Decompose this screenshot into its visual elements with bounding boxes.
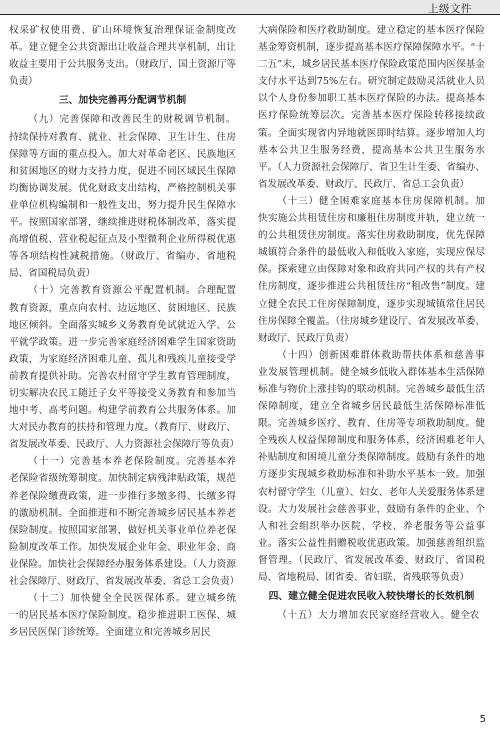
item-14 xyxy=(258,347,485,586)
item-10 xyxy=(9,282,240,453)
running-header: 上级文件 xyxy=(428,3,472,15)
item-12 xyxy=(9,590,236,641)
header-rule xyxy=(0,14,500,15)
item-12-heading: （十二）加快健全全民医保体系。 xyxy=(28,593,187,605)
left-column xyxy=(9,22,240,641)
page-number: 5 xyxy=(479,714,486,725)
item-15 xyxy=(258,607,485,624)
item-12-body: 建立城乡统一的居民基本医疗保险制度。稳步推进职工医保、城乡居民医保门诊统筹。全面建立和完善城乡居民 xyxy=(9,593,237,639)
item-9-heading: （九）完善保障和改善民生的财税调节机制。 xyxy=(28,114,236,126)
paragraph-continued: 权采矿权使用费、矿山环境恢复治理保证金制度改革。建立健全公共资源出让收益合理共享机制，出让收益主要用于公共服务支出。（财政厅、国土资源厅等负责） xyxy=(9,25,236,88)
item-11 xyxy=(9,453,240,590)
item-13-body: 加快实施公共租赁住房和廉租住房制度并轨，建立统一的公共租赁住房制度。落实住房救助制度，优先保障城镇符合条件的最低收入和低收入家庭，实现应保尽保。探索建立由保障对象和政府共同产权的共有产权住房制度，逐步推进公共租赁住房“租改售”制度。建立健全农民工住房保障制度，逐步实现城镇常住居民住房保障全覆盖。（住房城乡建设厅、省发展改革委、财政厅、民政厅负责） xyxy=(258,195,485,344)
right-column xyxy=(258,22,485,624)
item-14-body: 健全城乡低收入群体基本生活保障标准与物价上涨挂钩的联动机制。完善城乡最低生活保障制度，建立全省城乡居民最低生活保障标准低限。完善城乡医疗、教育、住房等专项救助制度。健全残疾人权益保障制度和服务体系，经济困难老年人补贴制度和困境儿童分类保障制度。鼓励有条件的地方逐步实现城乡救助标准和补助水平基本一致。加强农村留守学生（儿童）、妇女、老年人关爱服务体系建设。大力发展社会慈善事业，鼓励有条件的企业、个人和社会组织举办医院、学校、养老服务等公益事业。落实公益性捐赠税收优惠政策。加强慈善组织监督管理。（民政厅、省发展改革委、财政厅、省国税局、省地税局、团省委、省妇联、省残联等负责） xyxy=(258,366,485,583)
paragraph-continued: 大病保险和医疗救助制度。建立稳定的基本医疗保险基金筹资机制，逐步提高基本医疗保障保障水平。“十二五”末，城乡居民基本医疗保险政策范围内医保基金支付水平达到75%左右。研究制定鼓励灵活就业人员以个人身份参加职工基本医疗保险的办法。提高基本医疗保险统筹层次。完善基本医疗保险转移接续政策。全面实现省内异地就医即时结算。逐步增加人均基本公共卫生服务经费，提高基本公共卫生服务水平。（人力资源社会保障厅、省卫生计生委、省编办、省发展改革委、财政厅、民政厅、省总工会负责） xyxy=(258,25,485,190)
item-11-heading: （十一）完善基本养老保险制度。 xyxy=(28,456,187,468)
item-15-heading: （十五）大力增加农民家庭经营收入。 xyxy=(277,610,451,622)
item-9-body: 持续保持对教育、就业、社会保障、卫生计生、住房保障等方面的重点投入。加大对革命老区、民族地区和贫困地区的财力支持力度，促进不同区域民生保障均衡协调发展。优化财政支出结构，严格控制机关事业单位机构编制和一般性支出，努力提升民生保障水平。按照国家部署，继续推进财税体制改革，落实提高增值税、营业税起征点及小型微利企业所得税优惠等各项结构性减税措施。（财政厅、省编办、省地税局、省国税局负责） xyxy=(9,131,236,280)
section-title-3: 三、加快完善再分配调节机制 xyxy=(58,95,187,107)
item-9 xyxy=(9,111,236,282)
item-10-body: 合理配置教育资源，重点向农村、边远地区、贫困地区、民族地区倾斜。全面落实城乡义务教育免试就近入学、公平就学政策。进一步完善家庭经济困难学生国家资助政策，为家庭经济困难儿童、孤儿和残疾儿童接受学前教育提供补助。完善农村留守学生教育管理制度，切实解决农民工随迁子女平等接受义务教育和参加当地中考、高考问题。构建学前教育公共服务体系。加大对民办教育的扶持和管理力度。（教育厅、财政厅、省发展改革委、民政厅、人力资源社会保障厅等负责） xyxy=(9,285,240,451)
section-title-4: 四、建立健全促进农民收入较快增长的长效机制 xyxy=(268,591,475,603)
header-band xyxy=(0,0,500,14)
item-13 xyxy=(258,193,485,347)
item-15-body: 健全农 xyxy=(450,610,480,622)
item-13-heading: （十三）健全困难家庭基本住房保障机制。 xyxy=(277,195,476,207)
item-10-heading: （十）完善教育资源公平配置机制。 xyxy=(28,285,197,297)
item-11-body: 完善基本养老保险省级统筹制度。加快制定病残津贴政策，规范养老保险缴费政策，进一步推行多缴多得、长缴多得的激励机制。全面推进和不断完善城乡居民基本养老保险制度。按照国家部署，做好机关事业单位养老保险制度改革工作。加快发展企业年金、职业年金、商业保险。加快社会保障经办服务体系建设。（人力资源社会保障厅、财政厅、省发展改革委、省总工会负责） xyxy=(9,456,240,587)
item-14-heading: （十四）创新困难群体救助帮扶体系和慈善事业发展管理机制。 xyxy=(258,349,485,378)
